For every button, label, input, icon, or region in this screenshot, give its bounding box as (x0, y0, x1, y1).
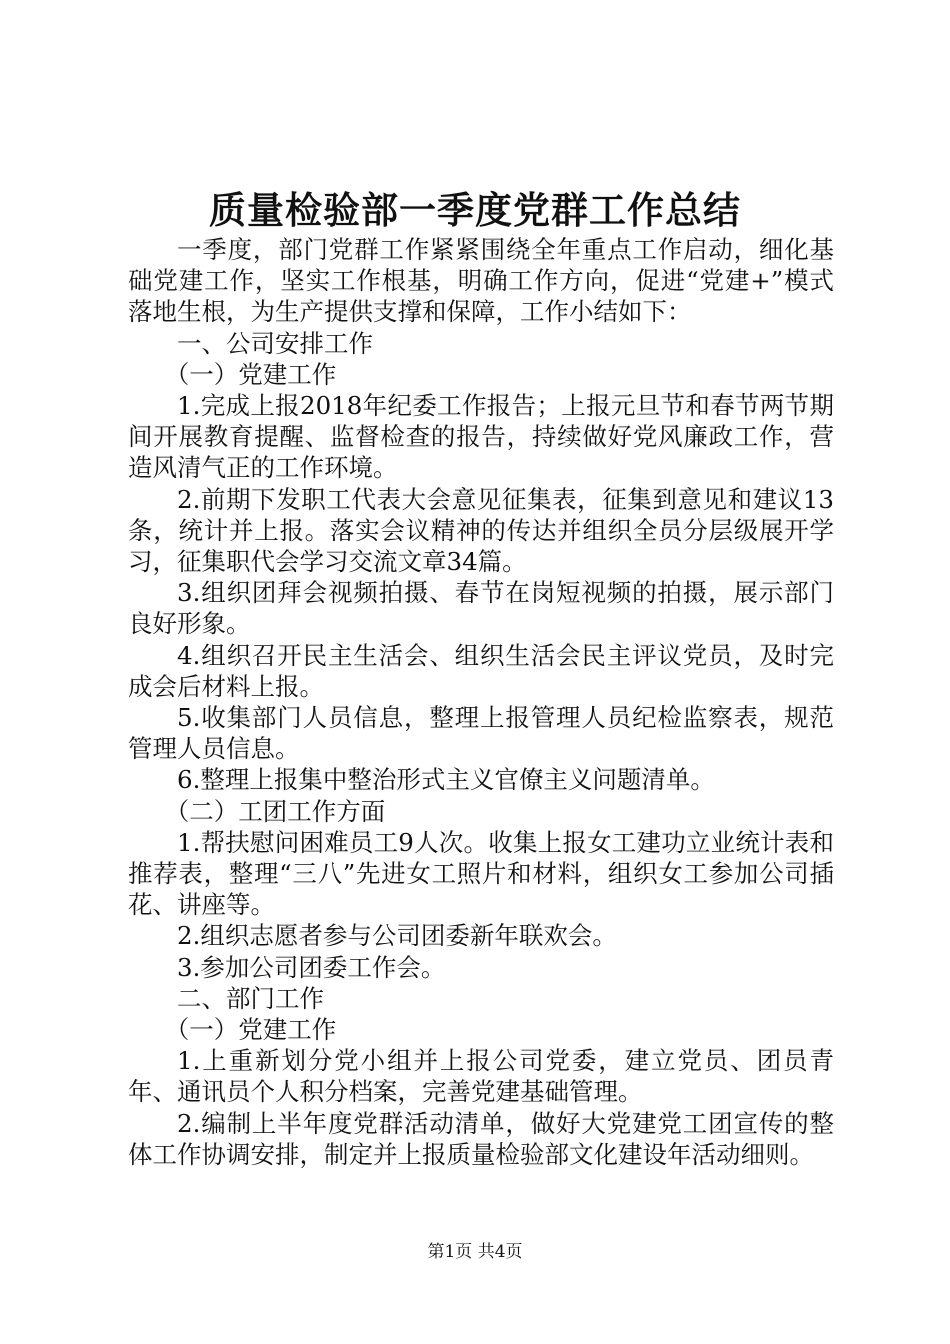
intro-paragraph: 一季度，部门党群工作紧紧围绕全年重点工作启动，细化基础党建工作，坚实工作根基，明确工作方向，促进“党建+”模式落地生根，为生产提供支撑和保障，工作小结如下： (128, 235, 834, 327)
subsection-heading: （二）工团工作方面 (164, 796, 386, 826)
list-item: 4.组织召开民主生活会、组织生活会民主评议党员，及时完成会后材料上报。 (128, 640, 834, 701)
page-footer: 第1页 共4页 (427, 1242, 523, 1262)
list-item: 5.收集部门人员信息，整理上报管理人员纪检监察表，规范管理人员信息。 (128, 703, 834, 764)
list-item: 3.组织团拜会视频拍摄、春节在岗短视频的拍摄，展示部门良好形象。 (128, 578, 834, 639)
section-heading: 一、公司安排工作 (177, 328, 373, 358)
document-body (128, 234, 834, 1170)
subsection-heading: （一）党建工作 (164, 359, 337, 389)
list-item: 2.组织志愿者参与公司团委新年联欢会。 (177, 921, 617, 951)
list-item: 3.参加公司团委工作会。 (177, 952, 446, 982)
section-heading: 二、部门工作 (177, 983, 324, 1013)
list-item: 6.整理上报集中整治形式主义官僚主义问题清单。 (177, 765, 715, 795)
list-item: 1.上重新划分党小组并上报公司党委，建立党员、团员青年、通讯员个人积分档案，完善党建基础管理。 (128, 1046, 834, 1107)
list-item: 1.帮扶慰问困难员工9人次。收集上报女工建功立业统计表和推荐表，整理“三八”先进女工照片和材料，组织女工参加公司插花、讲座等。 (128, 827, 834, 920)
page-title: 质量检验部一季度党群工作总结 (209, 188, 741, 232)
subsection-heading: （一）党建工作 (164, 1015, 337, 1045)
list-item: 2.前期下发职工代表大会意见征集表，征集到意见和建议13条，统计并上报。落实会议精神的传达并组织全员分层级展开学习，征集职代会学习交流文章34篇。 (128, 484, 834, 577)
list-item: 1.完成上报2018年纪委工作报告；上报元旦节和春节两节期间开展教育提醒、监督检查的报告，持续做好党风廉政工作，营造风清气正的工作环境。 (128, 391, 834, 483)
list-item: 2.编制上半年度党群活动清单，做好大党建党工团宣传的整体工作协调安排，制定并上报质量检验部文化建设年活动细则。 (128, 1108, 834, 1169)
